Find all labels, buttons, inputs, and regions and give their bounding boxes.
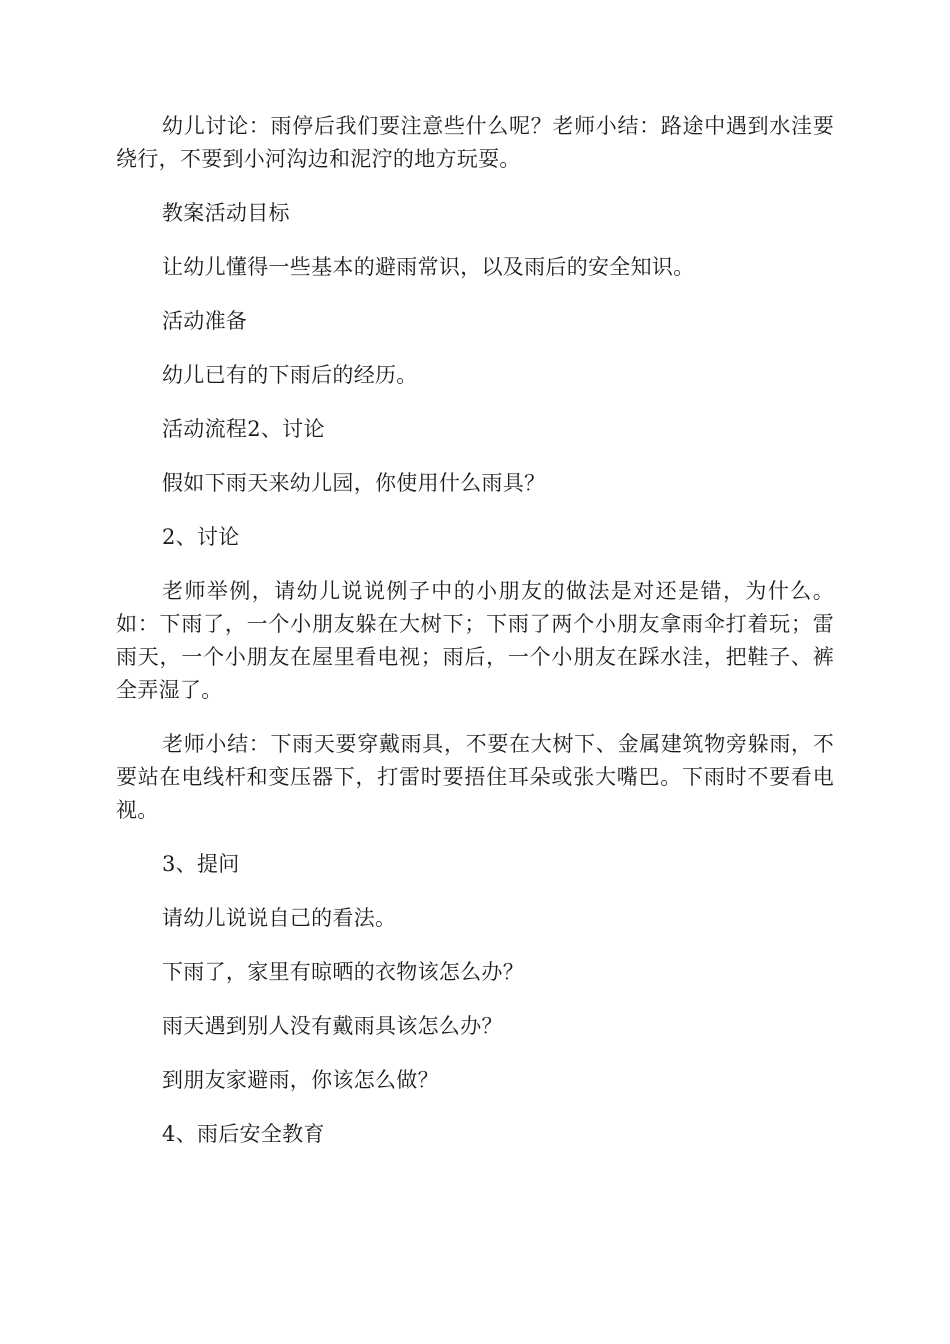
paragraph-question-no-rain-gear: 雨天遇到别人没有戴雨具该怎么办？ bbox=[162, 1014, 503, 1038]
heading-after-rain-safety: 4、雨后安全教育 bbox=[162, 1122, 325, 1146]
paragraph-question-laundry: 下雨了，家里有晾晒的衣物该怎么办？ bbox=[162, 960, 525, 984]
paragraph-teacher-examples: 老师举例，请幼儿说说例子中的小朋友的做法是对还是错，为什么。如：下雨了，一个小朋友躲在大树下；下雨了两个小朋友拿雨伞打着玩；雷雨天，一个小朋友在屋里看电视；雨后，一个小朋友在踩水洼，把鞋子、裤全弄湿了。 bbox=[116, 579, 834, 702]
heading-activity-goals: 教案活动目标 bbox=[162, 201, 290, 225]
document-page bbox=[116, 110, 834, 1172]
heading-discussion: 2、讨论 bbox=[162, 525, 240, 549]
paragraph-preparation-text: 幼儿已有的下雨后的经历。 bbox=[162, 363, 418, 387]
paragraph-question-shelter: 到朋友家避雨，你该怎么做？ bbox=[162, 1068, 439, 1092]
heading-activity-flow: 活动流程2、讨论 bbox=[162, 417, 325, 441]
paragraph-share-opinions: 请幼儿说说自己的看法。 bbox=[162, 906, 397, 930]
paragraph-teacher-summary: 老师小结：下雨天要穿戴雨具，不要在大树下、金属建筑物旁躲雨，不要站在电线杆和变压器下，打雷时要捂住耳朵或张大嘴巴。下雨时不要看电视。 bbox=[116, 732, 834, 822]
paragraph-goal-text: 让幼儿懂得一些基本的避雨常识，以及雨后的安全知识。 bbox=[162, 255, 695, 279]
paragraph-discussion-after-rain: 幼儿讨论：雨停后我们要注意些什么呢？老师小结：路途中遇到水洼要绕行，不要到小河沟边和泥泞的地方玩耍。 bbox=[116, 114, 834, 171]
paragraph-rain-gear-question: 假如下雨天来幼儿园，你使用什么雨具？ bbox=[162, 471, 546, 495]
heading-questions: 3、提问 bbox=[162, 852, 240, 876]
heading-activity-preparation: 活动准备 bbox=[162, 309, 248, 333]
